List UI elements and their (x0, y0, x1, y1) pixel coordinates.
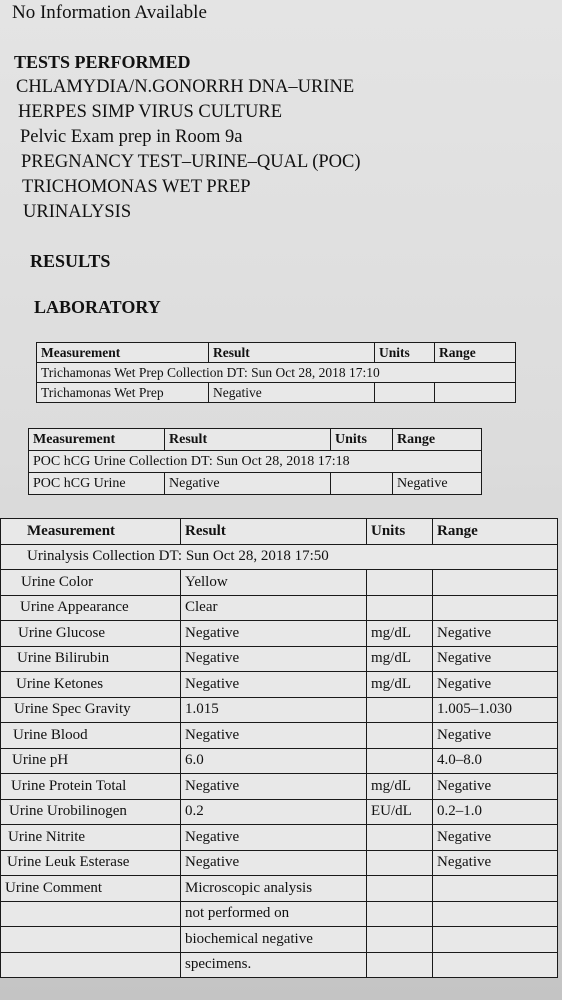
table-header-row (37, 343, 516, 363)
result-cell: Negative (209, 383, 375, 403)
units-cell (367, 723, 433, 749)
measurement-cell: Urine Spec Gravity (1, 697, 181, 723)
collection-info: Trichamonas Wet Prep Collection DT: Sun Oct 28, 2018 17:10 (37, 363, 516, 383)
hcg-table (28, 428, 482, 495)
table-row (1, 646, 558, 672)
measurement-cell: Urine Appearance (1, 595, 181, 621)
range-header: Range (393, 429, 482, 451)
result-cell: Negative (181, 646, 367, 672)
measurement-cell (1, 927, 181, 953)
measurement-cell: Urine Leuk Esterase (1, 850, 181, 876)
measurement-cell: Urine Nitrite (1, 825, 181, 851)
collection-info: POC hCG Urine Collection DT: Sun Oct 28, 2018 17:18 (29, 451, 482, 473)
measurement-cell: Urine Protein Total (1, 774, 181, 800)
test-item: Pelvic Exam prep in Room 9a (20, 127, 243, 147)
result-cell: Negative (181, 672, 367, 698)
range-cell: 4.0–8.0 (433, 748, 558, 774)
test-item: CHLAMYDIA/N.GONORRH DNA–URINE (16, 77, 355, 97)
table-row (1, 952, 558, 978)
units-cell (367, 697, 433, 723)
units-cell (367, 748, 433, 774)
range-header: Range (435, 343, 516, 363)
test-item: TRICHOMONAS WET PREP (22, 177, 251, 197)
measurement-cell (1, 901, 181, 927)
measurement-cell: Trichamonas Wet Prep (37, 383, 209, 403)
result-cell: 0.2 (181, 799, 367, 825)
units-cell (367, 595, 433, 621)
table-row (1, 850, 558, 876)
measurement-cell: Urine Comment (1, 876, 181, 902)
result-header: Result (165, 429, 331, 451)
test-item: HERPES SIMP VIRUS CULTURE (18, 102, 283, 122)
units-cell: mg/dL (367, 672, 433, 698)
table-row (1, 570, 558, 596)
no-information-text: No Information Available (12, 2, 207, 23)
range-cell: Negative (433, 774, 558, 800)
table-row (1, 927, 558, 953)
range-cell (433, 952, 558, 978)
test-item: PREGNANCY TEST–URINE–QUAL (POC) (21, 152, 361, 172)
table-row (29, 473, 482, 495)
collection-info: Urinalysis Collection DT: Sun Oct 28, 2018 17:50 (1, 544, 558, 570)
units-header: Units (367, 519, 433, 545)
measurement-header: Measurement (37, 343, 209, 363)
range-cell: 1.005–1.030 (433, 697, 558, 723)
table-header-row (1, 519, 558, 545)
units-cell: EU/dL (367, 799, 433, 825)
result-cell: 6.0 (181, 748, 367, 774)
range-cell (435, 383, 516, 403)
measurement-cell: POC hCG Urine (29, 473, 165, 495)
measurement-cell: Urine Color (1, 570, 181, 596)
collection-row (29, 451, 482, 473)
range-cell: Negative (433, 646, 558, 672)
range-header: Range (433, 519, 558, 545)
result-cell: Negative (181, 850, 367, 876)
table-row (1, 825, 558, 851)
measurement-cell: Urine Glucose (1, 621, 181, 647)
result-cell: 1.015 (181, 697, 367, 723)
result-header: Result (181, 519, 367, 545)
result-cell: Negative (181, 825, 367, 851)
units-cell (375, 383, 435, 403)
units-cell: mg/dL (367, 646, 433, 672)
units-cell (367, 850, 433, 876)
range-cell (433, 901, 558, 927)
units-cell (331, 473, 393, 495)
result-cell: Negative (181, 774, 367, 800)
measurement-header: Measurement (29, 429, 165, 451)
result-header: Result (209, 343, 375, 363)
results-heading: RESULTS (30, 251, 111, 271)
table-row (1, 672, 558, 698)
units-header: Units (331, 429, 393, 451)
measurement-cell (1, 952, 181, 978)
urinalysis-rows (1, 570, 558, 978)
table-row (1, 595, 558, 621)
urinalysis-table (0, 518, 558, 978)
table-row (1, 774, 558, 800)
table-row (1, 748, 558, 774)
range-cell: Negative (433, 723, 558, 749)
table-row (37, 383, 516, 403)
range-cell: Negative (433, 825, 558, 851)
range-cell: 0.2–1.0 (433, 799, 558, 825)
units-cell (367, 927, 433, 953)
table-row (1, 901, 558, 927)
result-cell: not performed on (181, 901, 367, 927)
result-cell: Microscopic analysis (181, 876, 367, 902)
range-cell (433, 927, 558, 953)
table-row (1, 621, 558, 647)
table-row (1, 723, 558, 749)
measurement-cell: Urine Blood (1, 723, 181, 749)
units-cell: mg/dL (367, 621, 433, 647)
table-row (1, 876, 558, 902)
units-header: Units (375, 343, 435, 363)
range-cell: Negative (433, 850, 558, 876)
units-cell (367, 825, 433, 851)
table-row (1, 697, 558, 723)
result-cell: Negative (165, 473, 331, 495)
measurement-cell: Urine Ketones (1, 672, 181, 698)
units-cell (367, 876, 433, 902)
result-cell: Yellow (181, 570, 367, 596)
range-cell: Negative (433, 621, 558, 647)
result-cell: biochemical negative (181, 927, 367, 953)
measurement-cell: Urine Bilirubin (1, 646, 181, 672)
collection-row (37, 363, 516, 383)
result-cell: Clear (181, 595, 367, 621)
result-cell: specimens. (181, 952, 367, 978)
measurement-cell: Urine Urobilinogen (1, 799, 181, 825)
range-cell (433, 876, 558, 902)
units-cell (367, 570, 433, 596)
table-row (1, 799, 558, 825)
measurement-cell: Urine pH (1, 748, 181, 774)
range-cell: Negative (393, 473, 482, 495)
units-cell (367, 901, 433, 927)
tests-performed-heading: TESTS PERFORMED (14, 52, 191, 72)
range-cell (433, 570, 558, 596)
laboratory-heading: LABORATORY (34, 297, 161, 317)
measurement-header: Measurement (1, 519, 181, 545)
trichomonas-table (36, 342, 516, 403)
test-item: URINALYSIS (23, 202, 132, 222)
range-cell (433, 595, 558, 621)
result-cell: Negative (181, 723, 367, 749)
units-cell: mg/dL (367, 774, 433, 800)
result-cell: Negative (181, 621, 367, 647)
table-header-row (29, 429, 482, 451)
collection-row (1, 544, 558, 570)
range-cell: Negative (433, 672, 558, 698)
units-cell (367, 952, 433, 978)
